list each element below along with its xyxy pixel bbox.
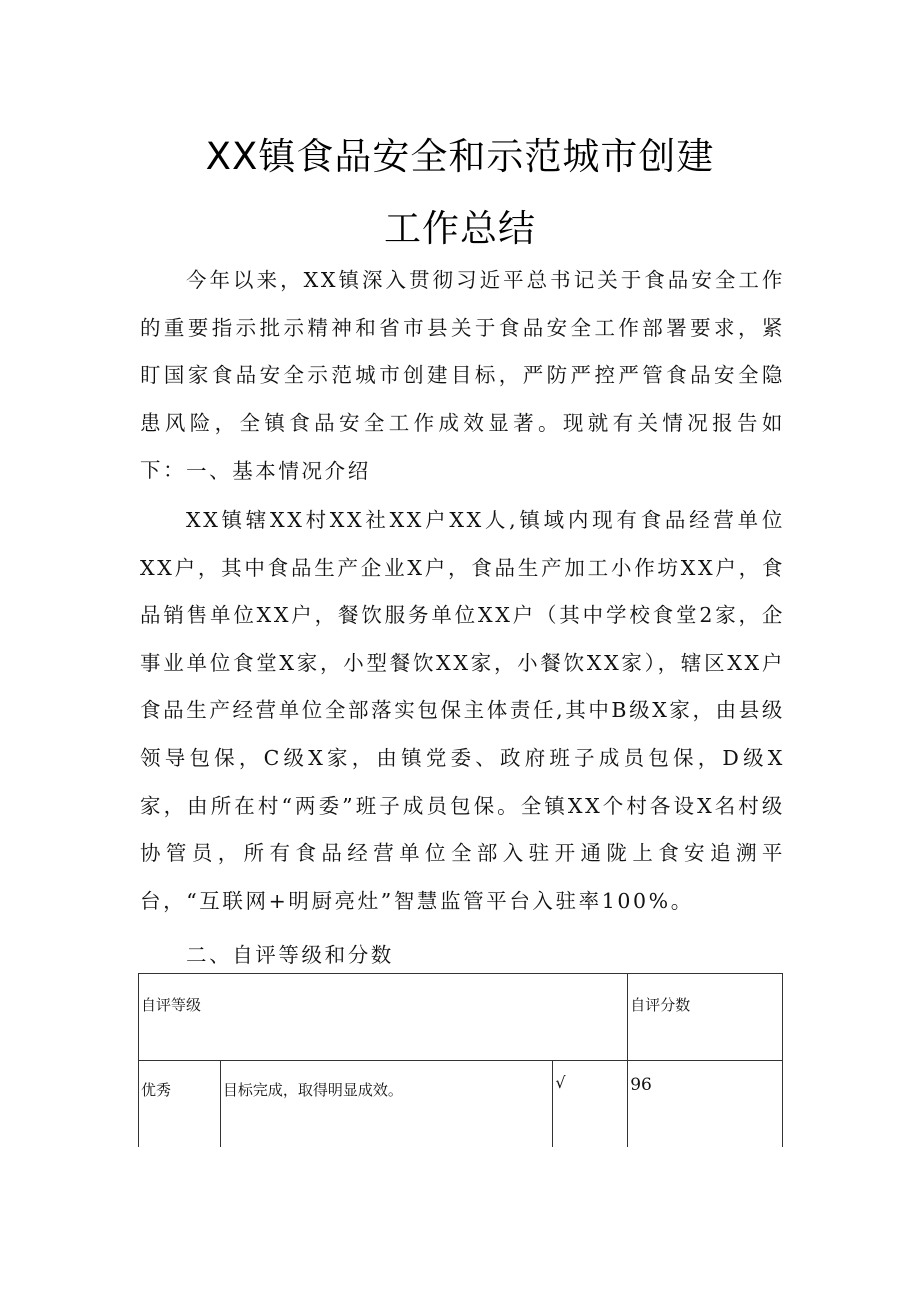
cell-description [220, 1061, 552, 1148]
table-row [139, 1061, 783, 1148]
grade-description: 目标完成，取得明显成效。 [222, 1081, 403, 1099]
intro-paragraph: 今年以来，XX镇深入贯彻习近平总书记关于食品安全工作的重要指示批示精神和省市县关于食品安全工作部署要求，紧盯国家食品安全示范城市创建目标，严防严控严管食品安全隐患风险，全镇食品安全工作成效显著。现就有关情况报告如下： [140, 268, 785, 483]
header-cell-score [628, 974, 783, 1061]
score-value: 96 [630, 1075, 652, 1095]
section-1-heading: 一、基本情况介绍 [186, 459, 371, 483]
header-score-label: 自评分数 [630, 996, 691, 1014]
section-1-paragraph: XX镇辖XX村XX社XX户XX人,镇域内现有食品经营单位XX户，其中食品生产企业X户，食品生产加工小作坊XX户，食品销售单位XX户，餐饮服务单位XX户（其中学校食堂2家，企事业单位食堂X家，小型餐饮XX家，小餐饮XX家），辖区XX户食品生产经营单位全部落实包保主体责任,其中B级X家，由县级领导包保，C级X家，由镇党委、政府班子成员包保，D级X家，由所在村“两委”班子成员包保。全镇XX个村各设X名村级协管员，所有食品经营单位全部入驻开通陇上食安追溯平台，“互联网+明厨亮灶”智慧监管平台入驻率100%。 [140, 508, 785, 913]
table-header-row [139, 974, 783, 1061]
section-2-heading: 二、自评等级和分数 [186, 943, 394, 967]
document-title-line-1: XX镇食品安全和示范城市创建 [205, 135, 715, 178]
self-evaluation-table [138, 973, 783, 1147]
header-grade-label: 自评等级 [141, 996, 202, 1014]
grade-value: 优秀 [141, 1081, 172, 1099]
document-title-line-2: 工作总结 [384, 207, 536, 250]
check-mark-icon: √ [555, 1073, 566, 1092]
cell-score [628, 1061, 783, 1148]
cell-mark [553, 1061, 628, 1148]
cell-grade [139, 1061, 221, 1148]
header-cell-grade [139, 974, 628, 1061]
